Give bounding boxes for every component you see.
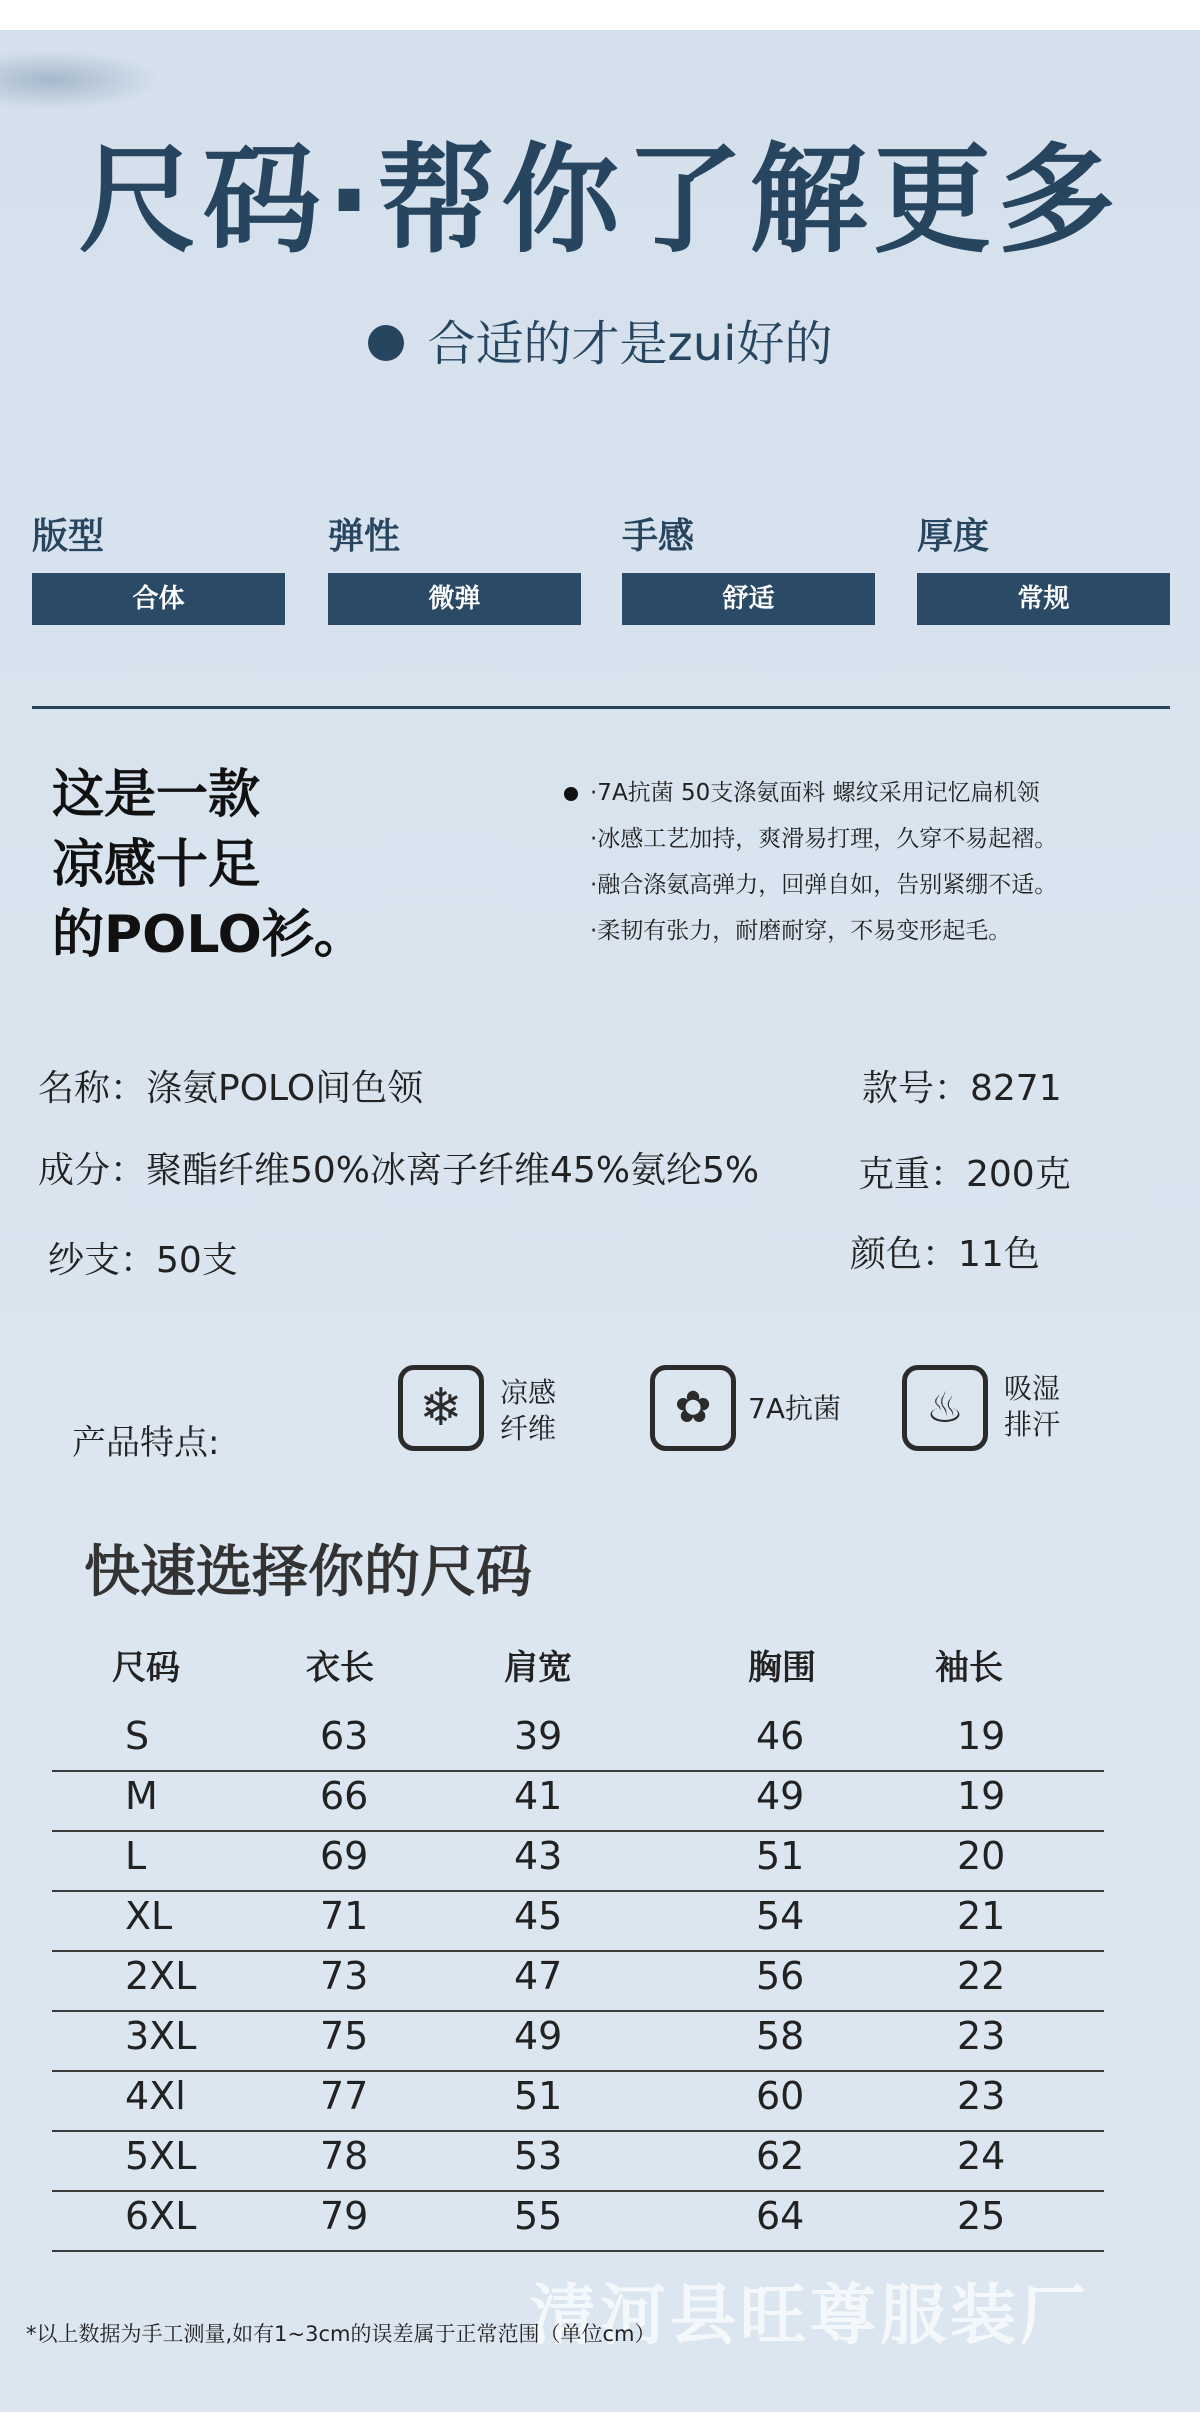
table-cell: 49: [514, 2014, 563, 2058]
feature-badge-text: [500, 1375, 556, 1447]
feature-badge-line: 吸湿: [1004, 1372, 1061, 1405]
feature-badge-text: [1004, 1371, 1060, 1443]
product-yarn-count: 纱支：50支: [48, 1240, 238, 1281]
size-table-header: 胸围: [748, 1648, 816, 1688]
table-cell-size: L: [125, 1834, 147, 1878]
attribute-fit: [32, 508, 285, 625]
table-cell: 77: [320, 2074, 369, 2118]
product-colors: 颜色：11色: [850, 1234, 1040, 1275]
table-cell: 55: [514, 2194, 563, 2238]
table-row: [52, 1772, 1104, 1832]
table-cell: 71: [320, 1894, 369, 1938]
page-subtitle: [0, 305, 1200, 374]
table-cell: 23: [957, 2074, 1006, 2118]
attribute-thickness: [917, 508, 1170, 625]
table-cell-size: M: [125, 1774, 158, 1818]
slogan-line: 这是一款: [52, 765, 261, 825]
feature-badge-line: 凉感: [500, 1376, 557, 1409]
moisture-wicking-icon: ♨: [902, 1365, 988, 1451]
decorative-sweep: [0, 50, 160, 110]
product-weight: 克重：200克: [858, 1154, 1071, 1195]
row-divider: [52, 2250, 1104, 2252]
bullet-dot-icon: [368, 325, 404, 361]
table-row: [52, 1712, 1104, 1772]
table-cell-size: 3XL: [125, 2014, 197, 2058]
feature-text: ·冰感工艺加持，爽滑易打理，久穿不易起褶。: [590, 826, 1058, 852]
table-cell: 21: [957, 1894, 1006, 1938]
table-cell: 51: [756, 1834, 805, 1878]
product-features-label: 产品特点:: [72, 1423, 220, 1463]
table-row: [52, 2072, 1104, 2132]
table-cell: 49: [756, 1774, 805, 1818]
snowflake-icon: ❄: [398, 1365, 484, 1451]
attribute-label: 弹性: [328, 516, 401, 557]
table-cell: 73: [320, 1954, 369, 1998]
table-cell: 39: [514, 1714, 563, 1758]
feature-text: ·7A抗菌 50支涤氨面料 螺纹采用记忆扁机领: [590, 780, 1040, 806]
attribute-hand-feel: [622, 508, 875, 625]
feature-badge-line: 7A抗菌: [748, 1392, 841, 1425]
feature-badge-text: [748, 1391, 841, 1427]
table-cell: 19: [957, 1774, 1006, 1818]
table-cell-size: XL: [125, 1894, 173, 1938]
table-cell-size: 6XL: [125, 2194, 197, 2238]
feature-badge-line: 纤维: [500, 1412, 557, 1445]
feature-text: ·柔韧有张力，耐磨耐穿，不易变形起毛。: [590, 918, 1012, 944]
slogan-line: 凉感十足: [52, 835, 261, 895]
table-cell: 23: [957, 2014, 1006, 2058]
table-cell: 46: [756, 1714, 805, 1758]
size-table-title: 快速选择你的尺码: [84, 1540, 532, 1605]
watermark: 清河县旺尊服装厂: [530, 2277, 1090, 2354]
attribute-label: 版型: [32, 516, 105, 557]
table-cell: 62: [756, 2134, 805, 2178]
slogan-line: 的POLO衫。: [52, 905, 366, 965]
product-style-number: 款号：8271: [862, 1068, 1062, 1109]
table-cell: 79: [320, 2194, 369, 2238]
table-cell: 58: [756, 2014, 805, 2058]
table-cell: 75: [320, 2014, 369, 2058]
table-cell: 22: [957, 1954, 1006, 1998]
section-divider: [32, 706, 1170, 709]
table-cell-size: 4Xl: [125, 2074, 186, 2118]
measurement-footnote: *以上数据为手工测量,如有1~3cm的误差属于正常范围（单位cm）: [26, 2322, 656, 2346]
table-cell: 60: [756, 2074, 805, 2118]
table-cell: 47: [514, 1954, 563, 1998]
table-cell: 51: [514, 2074, 563, 2118]
size-table-header: 肩宽: [504, 1648, 572, 1688]
table-cell-size: 5XL: [125, 2134, 197, 2178]
table-cell: 19: [957, 1714, 1006, 1758]
table-cell: 20: [957, 1834, 1006, 1878]
antibacterial-icon: ✿: [650, 1365, 736, 1451]
attribute-elasticity: [328, 508, 581, 625]
feature-item: [560, 770, 1057, 816]
size-table-header: 尺码: [112, 1648, 180, 1688]
table-cell: 66: [320, 1774, 369, 1818]
attribute-value-tag: 合体: [32, 573, 285, 625]
table-cell: 56: [756, 1954, 805, 1998]
table-row: [52, 2192, 1104, 2252]
table-cell: 41: [514, 1774, 563, 1818]
table-row: [52, 2132, 1104, 2192]
table-cell: 63: [320, 1714, 369, 1758]
feature-badge-line: 排汗: [1004, 1408, 1061, 1441]
attribute-value-tag: 常规: [917, 573, 1170, 625]
table-row: [52, 2012, 1104, 2072]
product-composition: 成分：聚酯纤维50%冰离子纤维45%氨纶5%: [38, 1150, 760, 1191]
page-subtitle-text: 合适的才是zui好的: [427, 316, 833, 372]
table-cell: 53: [514, 2134, 563, 2178]
table-row: [52, 1892, 1104, 1952]
table-cell-size: S: [125, 1714, 150, 1758]
table-cell: 78: [320, 2134, 369, 2178]
table-cell: 45: [514, 1894, 563, 1938]
feature-item: [560, 908, 1057, 954]
attribute-label: 手感: [622, 516, 695, 557]
feature-text: ·融合涤氨高弹力，回弹自如，告别紧绷不适。: [590, 872, 1058, 898]
attribute-label: 厚度: [917, 516, 990, 557]
table-cell-size: 2XL: [125, 1954, 197, 1998]
product-slogan: [52, 760, 366, 970]
size-table-header: 衣长: [306, 1648, 374, 1688]
product-name: 名称：涤氨POLO间色领: [38, 1068, 424, 1109]
feature-item: [560, 862, 1057, 908]
bullet-dot-icon: [564, 787, 578, 801]
table-cell: 24: [957, 2134, 1006, 2178]
page-title: 尺码·帮你了解更多: [78, 131, 1122, 269]
table-cell: 69: [320, 1834, 369, 1878]
table-row: [52, 1832, 1104, 1892]
attribute-value-tag: 微弹: [328, 573, 581, 625]
table-row: [52, 1952, 1104, 2012]
feature-item: [560, 816, 1057, 862]
size-table-header: 袖长: [935, 1648, 1003, 1688]
feature-list: [560, 770, 1057, 954]
table-cell: 43: [514, 1834, 563, 1878]
table-cell: 54: [756, 1894, 805, 1938]
table-cell: 64: [756, 2194, 805, 2238]
table-cell: 25: [957, 2194, 1006, 2238]
attribute-value-tag: 舒适: [622, 573, 875, 625]
